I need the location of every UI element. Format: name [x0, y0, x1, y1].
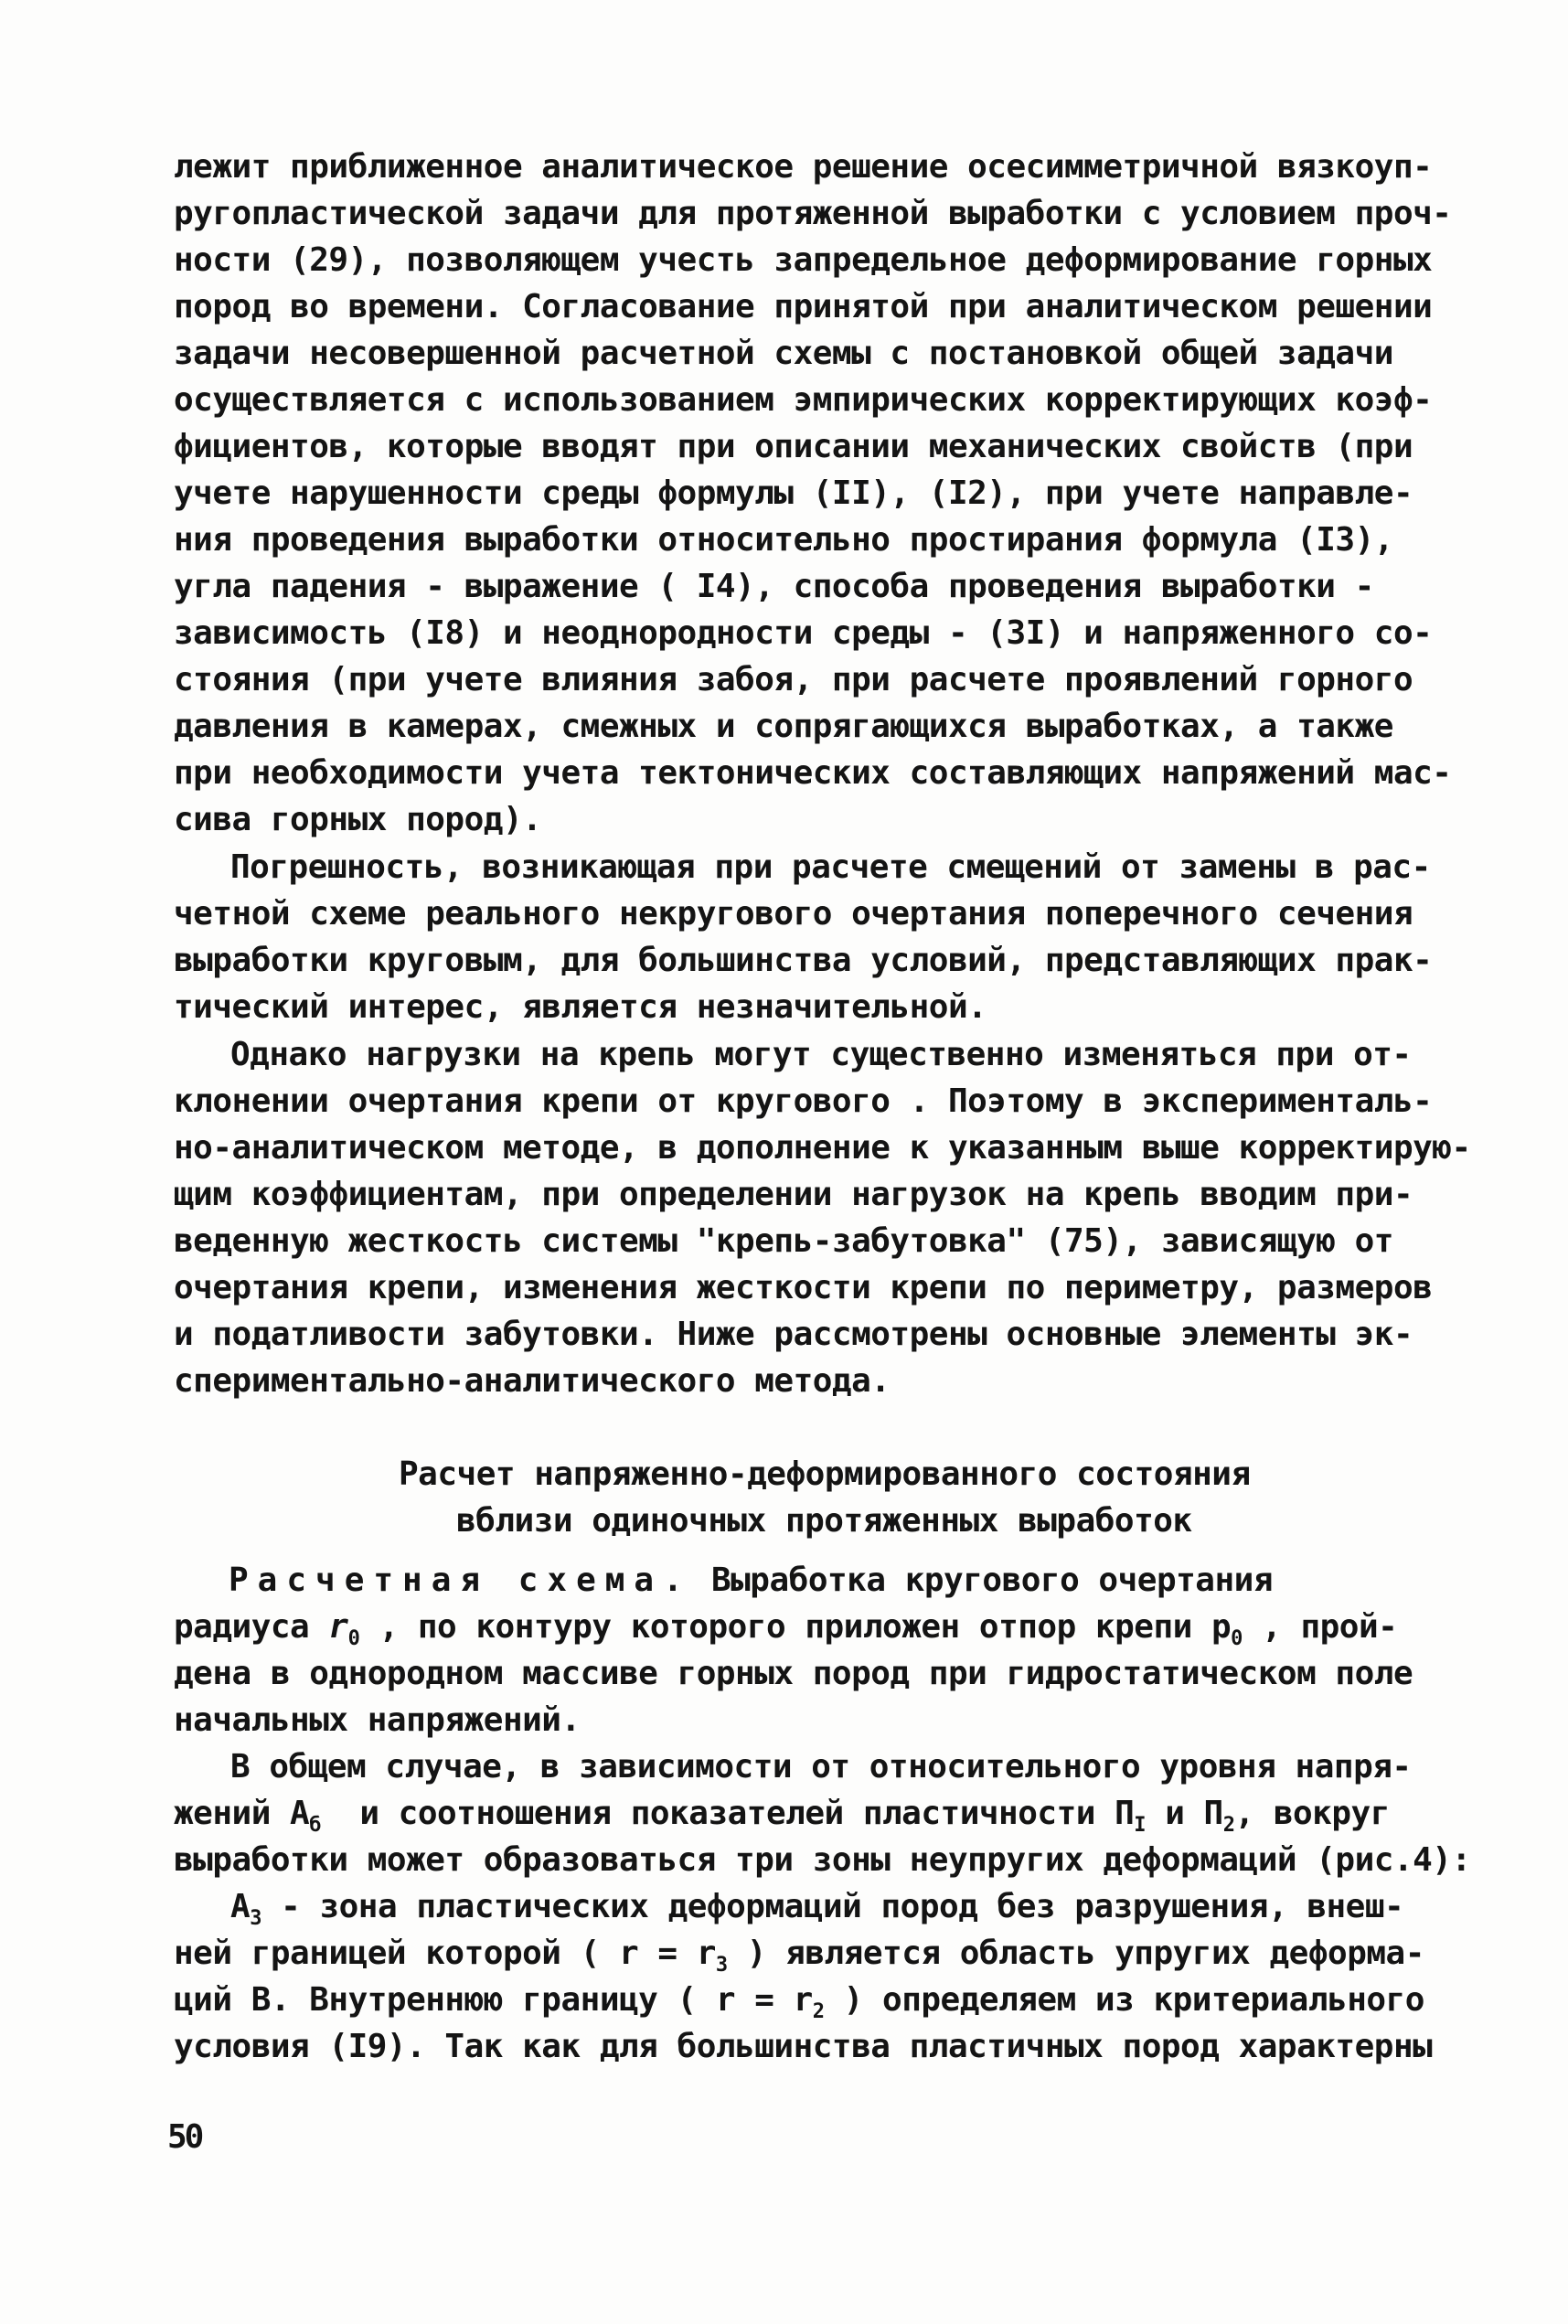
text-line: Расчетная схема. Выработка кругового очертания — [229, 1562, 1273, 1599]
symbol-p0: p — [1211, 1608, 1232, 1646]
symbol-r0: r — [328, 1608, 348, 1646]
text-line: $A_3$ - зона пластических деформаций пород без разрушения, внеш- — [230, 1888, 1404, 1930]
text-line: спериментально-аналитического метода. — [174, 1362, 891, 1400]
text-line: условия (I9). Так как для большинства пластичных пород характерны — [174, 2028, 1433, 2065]
text-line: фициентов, которые вводят при описании механических свойств (при — [174, 428, 1413, 465]
text-line: веденную жесткость системы "крепь-забутовка" (75), зависящую от — [174, 1222, 1393, 1260]
text-line: учете нарушенности среды формулы (II), (I2), при учете направле- — [174, 474, 1413, 512]
text-line: четной схеме реального некругового очертания поперечного сечения — [174, 895, 1413, 933]
text-line: ности (29), позволяющем учесть запредельное деформирование горных — [174, 241, 1433, 279]
text-line: Однако нагрузки на крепь могут существенно изменяться при от- — [230, 1036, 1412, 1073]
text-line: угла падения - выражение ( I4), способа проведения выработки - — [174, 568, 1374, 605]
text-line: тический интерес, является незначительной. — [174, 988, 987, 1026]
heading-line: Расчет напряженно-деформированного состояния — [399, 1455, 1251, 1493]
text-line: сива горных пород). — [174, 801, 542, 838]
text-line: клонении очертания крепи от кругового . Поэтому в эксперименталь- — [174, 1082, 1433, 1120]
text-line: жений $A_б$ и соотношения показателей пластичности $П_I$ и $П_2$, вокруг — [174, 1795, 1390, 1837]
text-line: задачи несовершенной расчетной схемы с постановкой общей задачи — [174, 335, 1393, 372]
text-line: дена в однородном массиве горных пород при гидростатическом поле — [174, 1655, 1413, 1692]
text-line: ругопластической задачи для протяженной выработки с условием проч- — [174, 195, 1452, 232]
text-line: щим коэффициентам, при определении нагрузок на крепь вводим при- — [174, 1176, 1413, 1213]
text-line: при необходимости учета тектонических составляющих напряжений мас- — [174, 754, 1452, 792]
text-line: лежит приближенное аналитическое решение осесимметричной вязкоуп- — [174, 148, 1433, 186]
page-number: 50 — [167, 2118, 202, 2156]
heading-line: вблизи одиночных протяженных выработок — [456, 1502, 1192, 1540]
text-line: ций B. Внутреннюю границу ( $r = r_2$ ) определяем из критериального — [174, 1981, 1424, 2023]
spaced-term: Расчетная схема. — [229, 1562, 692, 1599]
text-line: пород во времени. Согласование принятой при аналитическом решении — [174, 288, 1433, 325]
text-line: ния проведения выработки относительно простирания формула (I3), — [174, 521, 1393, 559]
text-line: выработки может образоваться три зоны неупругих деформаций (рис.4): — [174, 1841, 1471, 1879]
text-line: осуществляется с использованием эмпирических корректирующих коэф- — [174, 381, 1433, 419]
text-line: выработки круговым, для большинства условий, представляющих прак- — [174, 942, 1433, 979]
text-line: ней границей которой ( $r = r_3$ ) является область упругих деформа- — [174, 1935, 1424, 1977]
text-line: зависимость (I8) и неоднородности среды - (3I) и напряженного со- — [174, 614, 1433, 652]
text-line: начальных напряжений. — [174, 1701, 581, 1739]
text-line: и податливости забутовки. Ниже рассмотрены основные элементы эк- — [174, 1316, 1413, 1353]
text-line: очертания крепи, изменения жесткости крепи по периметру, размеров — [174, 1269, 1433, 1306]
text-line: радиуса $r_0$ , по контуру которого приложен отпор крепи $p_0$ , прой- — [174, 1608, 1398, 1650]
text-line: но-аналитическом методе, в дополнение к указанным выше корректирую- — [174, 1129, 1471, 1167]
text-line: Погрешность, возникающая при расчете смещений от замены в рас- — [230, 848, 1431, 886]
text-line: давления в камерах, смежных и сопрягающихся выработках, а также — [174, 708, 1393, 745]
text-line: В общем случае, в зависимости от относительного уровня напря- — [230, 1748, 1412, 1786]
text-line: стояния (при учете влияния забоя, при расчете проявлений горного — [174, 661, 1413, 698]
